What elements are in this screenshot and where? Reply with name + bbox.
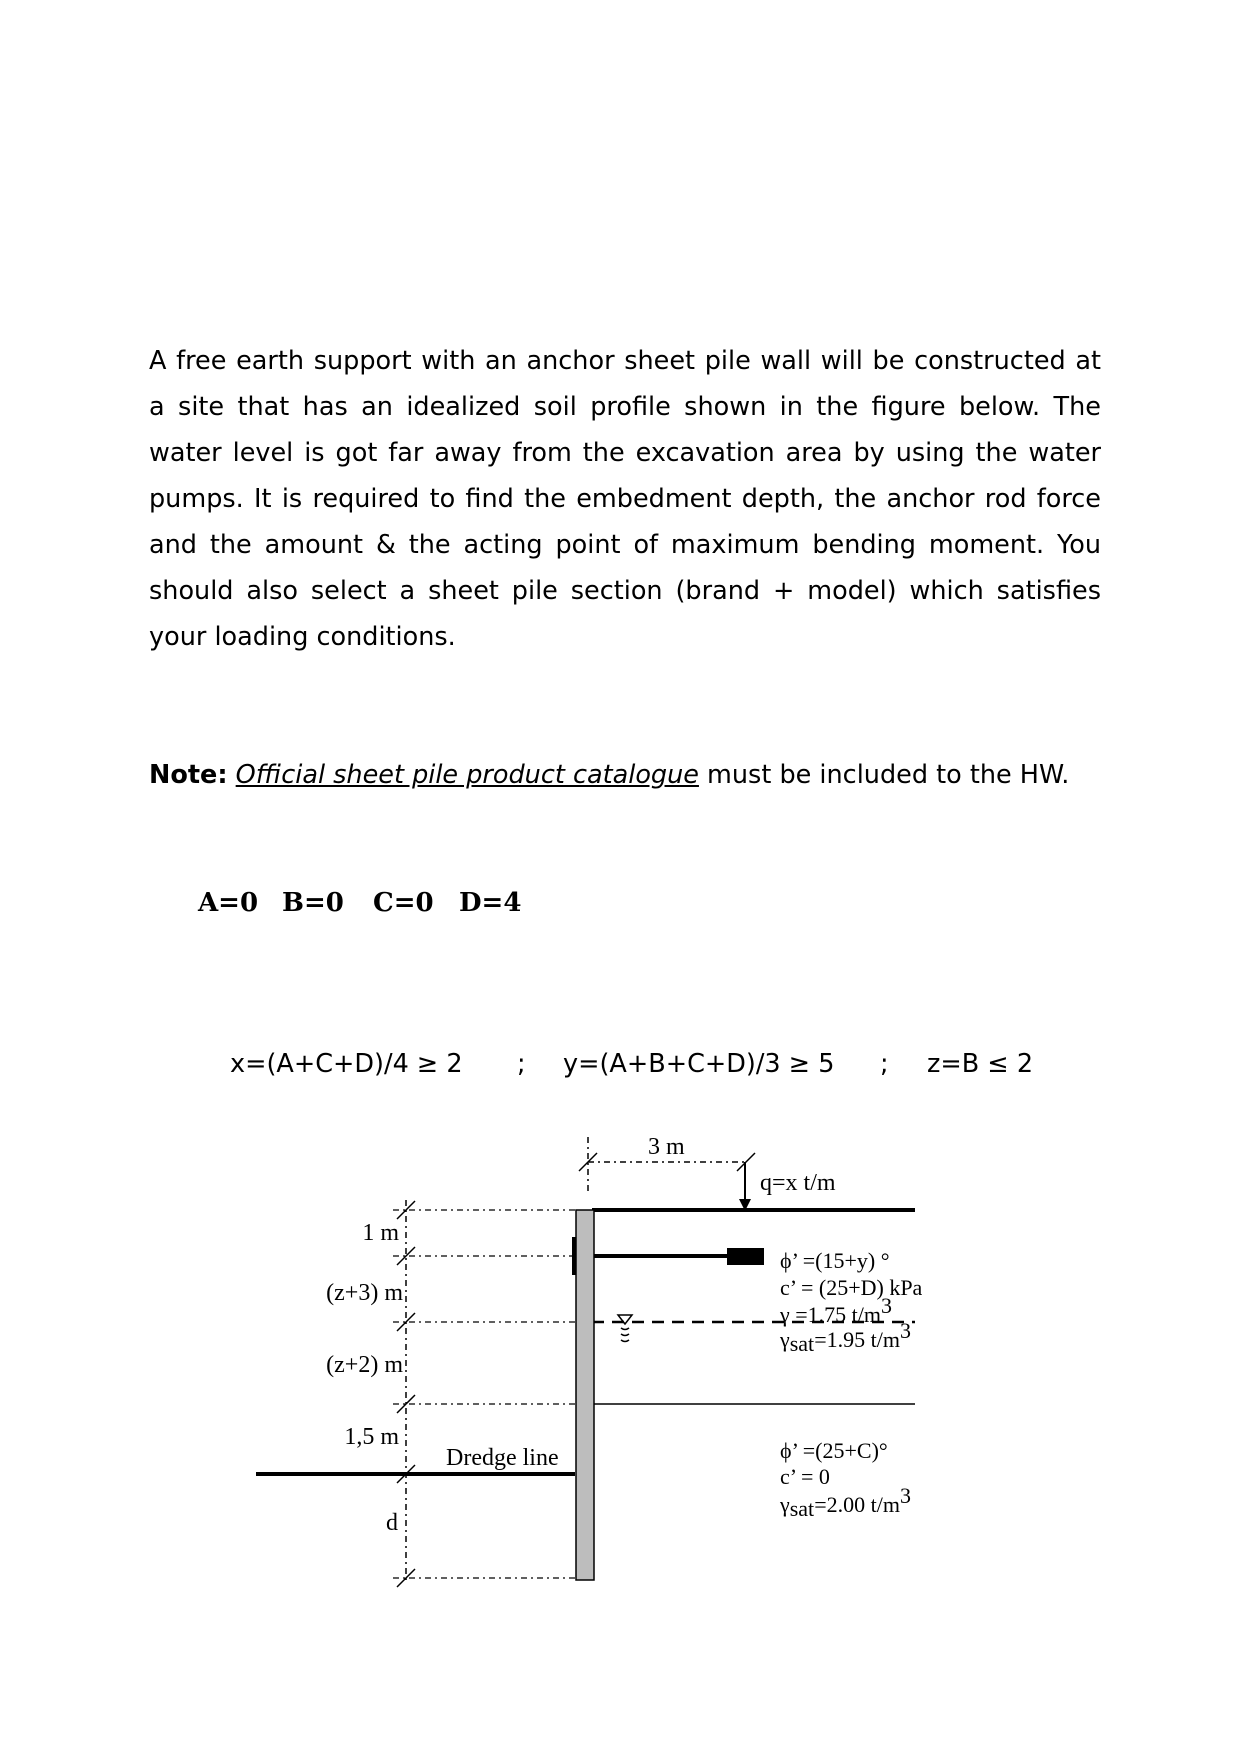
variable-c: C=0	[373, 888, 434, 918]
dimension-label-d: d	[386, 1510, 398, 1536]
formula-separator-1: ;	[517, 1049, 526, 1079]
dimension-label-1-5m: 1,5 m	[344, 1424, 399, 1450]
formula-z: z=B ≤ 2	[927, 1049, 1034, 1079]
sheet-pile-wall	[576, 1210, 594, 1580]
note-label: Note:	[149, 760, 228, 790]
variable-a: A=0	[198, 888, 259, 918]
dimension-label-z3: (z+3) m	[326, 1280, 403, 1306]
lower-soil-gamma-sat: γsat=2.00 t/m3	[780, 1483, 911, 1521]
upper-soil-gamma-sat: γsat=1.95 t/m3	[780, 1318, 911, 1356]
lower-soil-phi: ϕ’ =(25+C)°	[780, 1438, 888, 1463]
upper-soil-gamma: γ =1.75 t/m3	[780, 1293, 892, 1327]
upper-soil-cohesion: c’ = (25+D) kPa	[780, 1275, 923, 1300]
note-catalogue-link: Official sheet pile product catalogue	[235, 760, 699, 790]
top-dimension-label: 3 m	[648, 1134, 685, 1160]
dimension-label-z2: (z+2) m	[326, 1352, 403, 1378]
problem-statement: A free earth support with an anchor sheet pile wall will be constructed at a site that has an idealized soil profile shown in the figure below. The water level is got far away from the excavation area by using the water pumps. It is required to find the embedment depth, the anchor rod force and the amount & the acting point of maximum bending moment. You should also select a sheet pile section (brand + model) which satisfies your loading conditions.	[149, 346, 1101, 652]
variable-b: B=0	[282, 888, 344, 918]
lower-soil-cohesion: c’ = 0	[780, 1464, 830, 1489]
surcharge-label: q=x t/m	[760, 1170, 836, 1196]
note-text: must be included to the HW.	[698, 760, 1070, 790]
anchor-deadman	[727, 1248, 764, 1265]
water-table-ripple	[621, 1328, 629, 1342]
dredge-line-label: Dredge line	[446, 1445, 559, 1471]
dimension-label-1m: 1 m	[362, 1220, 399, 1246]
formula-separator-2: ;	[880, 1049, 889, 1079]
formula-y: y=(A+B+C+D)/3 ≥ 5	[563, 1049, 835, 1079]
variable-d: D=4	[459, 888, 522, 918]
formula-x: x=(A+C+D)/4 ≥ 2	[230, 1049, 463, 1079]
upper-soil-phi: ϕ’ =(15+y) °	[780, 1248, 890, 1273]
